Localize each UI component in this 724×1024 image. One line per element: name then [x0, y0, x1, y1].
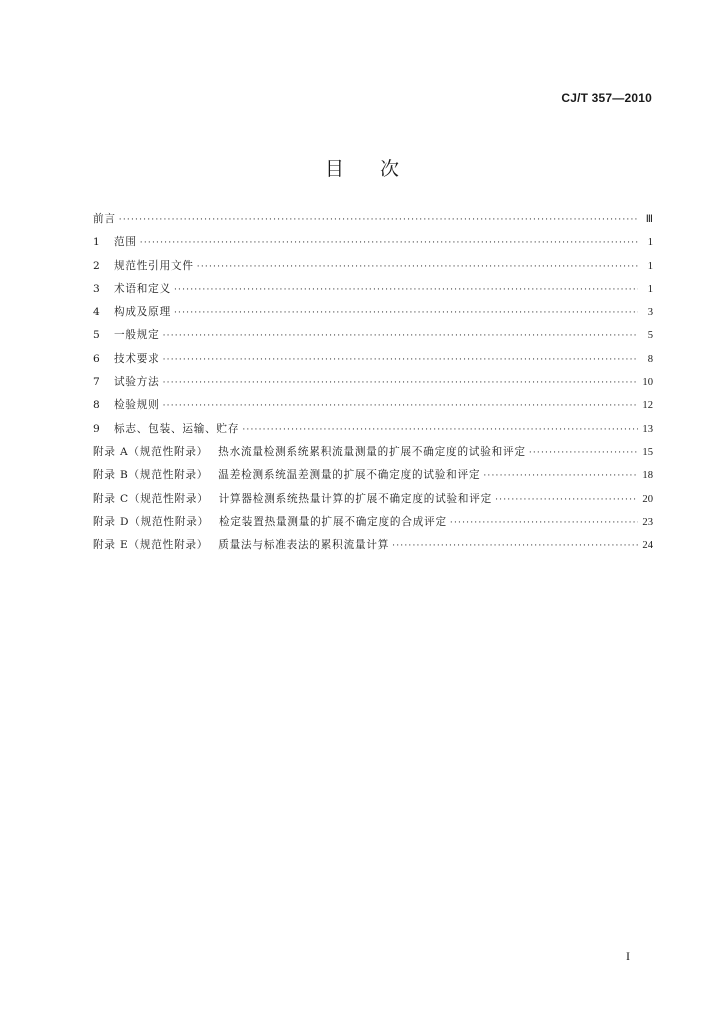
toc-title	[0, 154, 724, 181]
dot-leader	[163, 376, 638, 390]
toc-appendix-a[interactable]	[93, 445, 653, 468]
dot-leader	[140, 236, 638, 250]
appendix-label: 附录 E（规范性附录）	[93, 539, 209, 552]
toc-entry-title: 规范性引用文件	[114, 259, 194, 272]
appendix-label: 附录 B（规范性附录）	[93, 469, 209, 482]
dot-leader	[119, 213, 638, 227]
dot-leader	[495, 493, 638, 507]
dot-leader	[242, 423, 638, 437]
appendix-title: 热水流量检测系统累积流量测量的扩展不确定度的试验和评定	[218, 445, 526, 458]
toc-appendix-d[interactable]	[93, 515, 653, 538]
dot-leader	[174, 283, 638, 297]
toc-entry-title: 前言	[93, 213, 116, 225]
toc-entry-number: 7	[93, 376, 100, 389]
toc-entry-title: 范围	[114, 236, 137, 249]
toc-entry-title: 构成及原理	[114, 306, 171, 319]
toc-entry-page: 12	[642, 400, 653, 412]
toc-entry-title: 术语和定义	[114, 282, 171, 295]
dot-leader	[174, 306, 638, 320]
toc-entry-8[interactable]	[93, 398, 653, 421]
dot-leader	[163, 399, 638, 413]
toc-title-char-1: 目	[324, 158, 344, 180]
appendix-title: 计算器检测系统热量计算的扩展不确定度的试验和评定	[218, 492, 493, 505]
toc-entry-page: 20	[642, 493, 653, 505]
toc-entry-title: 一般规定	[114, 329, 160, 342]
toc-entry-page: 13	[642, 423, 653, 435]
toc-entry-page: 15	[642, 446, 653, 458]
dot-leader	[197, 260, 638, 274]
toc-entry-number: 1	[93, 236, 100, 249]
toc-entry-page: 3	[647, 307, 653, 319]
toc-entry-page: 10	[642, 377, 653, 389]
dot-leader	[163, 329, 638, 343]
appendix-title: 温差检测系统温差测量的扩展不确定度的试验和评定	[218, 469, 481, 482]
toc-entry-page: 24	[642, 540, 653, 552]
dot-leader	[163, 353, 638, 367]
toc-entry-page: 8	[647, 353, 653, 365]
toc-entry-page: Ⅲ	[645, 214, 653, 225]
toc-entry-6[interactable]	[93, 352, 653, 375]
toc-entry-number: 5	[93, 329, 100, 342]
toc-entry-7[interactable]	[93, 375, 653, 398]
toc-entry-title: 检验规则	[114, 399, 160, 412]
toc-entry-title: 标志、包装、运输、贮存	[114, 422, 240, 435]
toc-entry-number: 3	[93, 282, 100, 295]
toc-entry-number: 2	[93, 259, 100, 272]
dot-leader	[392, 539, 638, 553]
toc-appendix-b[interactable]	[93, 468, 653, 491]
toc-entry-page: 1	[647, 260, 653, 272]
toc-entry-page: 1	[647, 283, 653, 295]
toc-entry-number: 9	[93, 422, 100, 435]
toc-appendix-c[interactable]	[93, 492, 653, 515]
page-number: I	[626, 949, 630, 963]
dot-leader	[483, 469, 638, 483]
toc-entry-title: 试验方法	[114, 376, 160, 389]
appendix-label: 附录 D（规范性附录）	[93, 515, 210, 528]
toc-entry-3[interactable]	[93, 282, 653, 305]
toc-entry-number: 4	[93, 306, 100, 319]
toc-entry-2[interactable]	[93, 259, 653, 282]
toc-entry-1[interactable]	[93, 235, 653, 258]
standard-code: CJ/T 357—2010	[561, 91, 652, 105]
toc-entry-page: 5	[647, 330, 653, 342]
toc-entry-page: 23	[642, 516, 653, 528]
dot-leader	[450, 516, 638, 530]
appendix-label: 附录 C（规范性附录）	[93, 492, 209, 505]
toc-entry-number: 8	[93, 399, 100, 412]
appendix-title: 质量法与标准表法的累积流量计算	[218, 539, 390, 552]
toc-entry-page: 18	[642, 470, 653, 482]
toc-entry-number: 6	[93, 352, 100, 365]
toc-entry-5[interactable]	[93, 328, 653, 351]
appendix-title: 检定装置热量测量的扩展不确定度的合成评定	[219, 515, 447, 528]
table-of-contents	[93, 212, 653, 561]
toc-entry-9[interactable]	[93, 422, 653, 445]
appendix-label: 附录 A（规范性附录）	[93, 445, 209, 458]
toc-entry-foreword[interactable]	[93, 212, 653, 235]
dot-leader	[529, 446, 638, 460]
toc-appendix-e[interactable]	[93, 538, 653, 561]
toc-entry-page: 1	[647, 237, 653, 249]
toc-entry-title: 技术要求	[114, 352, 160, 365]
toc-entry-4[interactable]	[93, 305, 653, 328]
toc-title-char-2: 次	[380, 158, 400, 180]
